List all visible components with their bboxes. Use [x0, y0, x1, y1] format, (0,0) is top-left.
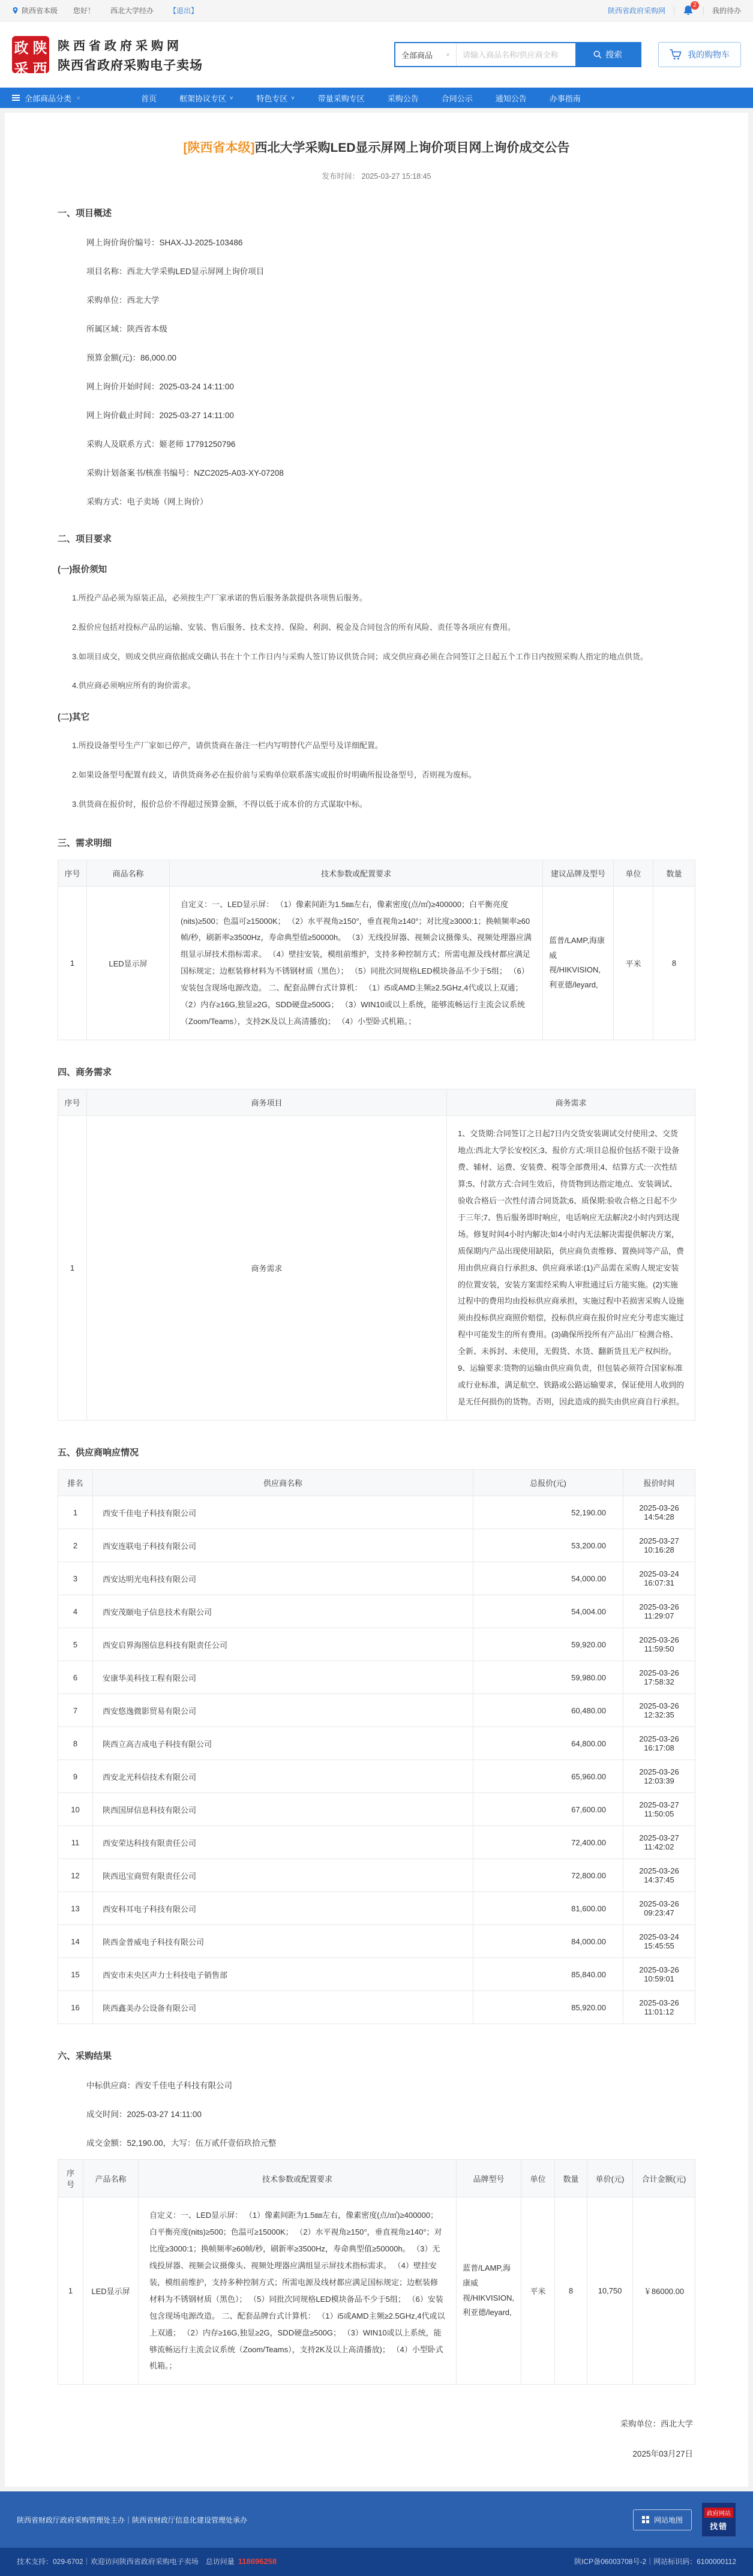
- supplier-time-cell: 2025-03-24 15:45:55: [623, 1925, 695, 1958]
- column-header: 合计金额(元): [633, 2160, 695, 2197]
- other-notes-list: [58, 740, 695, 810]
- overview-field-value: 2025-03-24 14:11:00: [159, 382, 234, 391]
- supplier-rank-cell: 13: [58, 1892, 93, 1925]
- supplier-name-cell: 陕西迅宝商贸有限责任公司: [93, 1859, 473, 1892]
- notification-count-badge: 2: [691, 1, 699, 10]
- cart-button-label: 我的购物车: [688, 50, 730, 59]
- announcement-title: 西北大学采购LED显示屏网上询价项目网上询价成交公告: [254, 141, 570, 155]
- column-header: 单位: [614, 860, 653, 886]
- overview-field-4: [58, 351, 695, 363]
- column-header: 技术参数或配置要求: [139, 2160, 457, 2197]
- overview-field-value: 西北大学采购LED显示屏网上询价项目: [127, 267, 265, 276]
- search-button[interactable]: [575, 43, 640, 66]
- supplier-name-cell: 安康华美科技工程有限公司: [93, 1661, 473, 1694]
- logo-char: 政: [14, 41, 29, 56]
- site-title-line2: 陕西省政府采购电子卖场: [58, 58, 203, 73]
- section-requirements-heading: 二、项目要求: [58, 534, 112, 544]
- supplier-name-cell: 西安科耳电子科技有限公司: [93, 1892, 473, 1925]
- page-background: [0, 108, 753, 2491]
- supplier-price-cell: 67,600.00: [473, 1793, 623, 1826]
- chevron-down-icon: ∨: [76, 95, 81, 101]
- result-field-value: 2025-03-27 14:11:00: [127, 2110, 202, 2119]
- search-box: [394, 42, 641, 67]
- overview-field-value: 陕西省本级: [127, 325, 167, 334]
- business-item-cell: 商务需求: [87, 1116, 447, 1421]
- nav-item-label: 合同公示: [441, 94, 473, 103]
- nav-item-label: 通知公告: [495, 94, 527, 103]
- supplier-price-cell: 53,200.00: [473, 1529, 623, 1562]
- nav-item-label: 特色专区: [256, 94, 288, 103]
- supplier-rank-cell: 9: [58, 1760, 93, 1793]
- main-navbar: [0, 88, 753, 108]
- result-brand-cell: 蓝普/LAMP,海康威视/HIKVISION,利亚德/leyard,: [457, 2197, 521, 2385]
- supplier-rank-cell: 16: [58, 1991, 93, 2024]
- logout-link[interactable]: 【退出】: [169, 7, 199, 15]
- supplier-name-cell: 陕西国屏信息科技有限公司: [93, 1793, 473, 1826]
- supplier-price-cell: 65,960.00: [473, 1760, 623, 1793]
- supplier-row: [58, 1958, 695, 1991]
- logo-char: 西: [32, 62, 47, 77]
- supplier-name-cell: 陕西立高吉成电子科技有限公司: [93, 1727, 473, 1760]
- supplier-name-cell: 陕西鑫美办公设备有限公司: [93, 1991, 473, 2024]
- supplier-rank-cell: 14: [58, 1925, 93, 1958]
- supplier-price-cell: 60,480.00: [473, 1694, 623, 1727]
- supplier-rank-cell: 4: [58, 1595, 93, 1628]
- chevron-down-icon: ∨: [229, 95, 234, 101]
- my-todo-link[interactable]: 我的待办: [712, 7, 741, 15]
- supplier-time-cell: 2025-03-26 11:01:12: [623, 1991, 695, 2024]
- supplier-rank-cell: 5: [58, 1628, 93, 1661]
- supplier-name-cell: 西安北光科信技术有限公司: [93, 1760, 473, 1793]
- supplier-time-cell: 2025-03-26 11:59:50: [623, 1628, 695, 1661]
- business-table-row: [58, 1116, 695, 1421]
- supplier-row: [58, 1760, 695, 1793]
- logo-char: 陕: [32, 41, 47, 56]
- suppliers-table: [58, 1469, 695, 2024]
- supplier-time-cell: 2025-03-26 12:03:39: [623, 1760, 695, 1793]
- site-header: [0, 22, 753, 88]
- column-header: 商务需求: [447, 1089, 695, 1116]
- column-header: 商品名称: [87, 860, 170, 886]
- result-field-label: 成交时间：: [86, 2110, 127, 2119]
- supplier-price-cell: 72,400.00: [473, 1826, 623, 1859]
- current-user: 西北大学经办: [110, 7, 154, 15]
- overview-field-9: [58, 495, 695, 507]
- supplier-row: [58, 1694, 695, 1727]
- result-table: [58, 2159, 695, 2385]
- supplier-price-cell: 52,190.00: [473, 1496, 623, 1529]
- overview-field-label: 预算金额(元)：: [86, 353, 140, 362]
- demand-name-cell: LED显示屏: [87, 886, 170, 1040]
- overview-field-label: 所属区域：: [86, 325, 127, 334]
- footer-icp-text: 陕ICP备06003708号-2｜网站标识码：6100000112: [574, 2557, 736, 2566]
- result-field-value: 西安千佳电子科技有限公司: [135, 2081, 232, 2091]
- search-icon: [593, 50, 602, 59]
- other-note-item-1: 2.如果设备型号配置有歧义，请供货商务必在报价前与采购单位联系落实或报价时明确所报设备型号，否则视为废标。: [72, 770, 476, 779]
- region-label[interactable]: 陕西省本级: [22, 7, 58, 15]
- nav-item-label: 办事指南: [549, 94, 581, 103]
- all-categories-menu[interactable]: [12, 92, 141, 104]
- supplier-time-cell: 2025-03-26 12:32:35: [623, 1694, 695, 1727]
- supplier-price-cell: 64,800.00: [473, 1727, 623, 1760]
- section-demand-heading: 三、需求明细: [58, 837, 112, 848]
- supplier-row: [58, 1661, 695, 1694]
- nav-item-0[interactable]: [141, 92, 157, 104]
- nav-item-2[interactable]: [256, 92, 295, 104]
- column-header: 产品名称: [83, 2160, 139, 2197]
- notification-bell-icon[interactable]: [683, 1, 697, 16]
- nav-item-1[interactable]: [179, 92, 233, 104]
- nav-item-4[interactable]: [388, 92, 419, 104]
- supplier-name-cell: 西安荣达科技有限责任公司: [93, 1826, 473, 1859]
- nav-items: [141, 92, 604, 104]
- column-header: 总报价(元): [473, 1470, 623, 1496]
- supplier-time-cell: 2025-03-26 11:29:07: [623, 1595, 695, 1628]
- result-params-cell: 自定义：一、LED显示屏： （1）像素间距为1.5㎜左右，像素密度(点/㎡)≥400000；白平衡亮度(nits)≥500；色温可≥15000K； （2）水平视角≥150°，垂直视角≥140°；对比度≥3000:1；换帧频率≥60帧/秒，刷新率≥3500Hz，寿命典型值≥50000h。 （3）无线投屏器、视频会议摄像头、视频处理器应满组显示屏技术指标需求。 （4）壁挂安装，模组前维护，支持多种控制方式；所需电源及线材都应满足国标规定；边框装修材料为不锈钢材质（黑色）； （5）同批次同规格LED模块备品不少于5组； （6）安装包含现场电源改造。 二、配套品牌台式计算机： （1）i5或AMD主频≥2.5GHz,4代或以上双通； （2）内存≥16G,独显≥2G，SDD硬盘≥500G； （3）WIN10或以上系统，能够流畅运行主流会议系统（Zoom/Teams），支持2K及以上高清播放)； （4）小型卧式机箱。；: [139, 2197, 457, 2385]
- overview-fields: [58, 236, 695, 507]
- gov-badge-bottom: 找错: [709, 2522, 728, 2532]
- section-result-heading: 六、采购结果: [58, 2051, 112, 2062]
- overview-field-value: 西北大学: [127, 296, 160, 305]
- column-header: 品牌型号: [457, 2160, 521, 2197]
- demand-brand-cell: 蓝普/LAMP,海康威视/HIKVISION,利亚德/leyard,: [543, 886, 614, 1040]
- supplier-time-cell: 2025-03-26 14:37:45: [623, 1859, 695, 1892]
- cart-button[interactable]: [658, 42, 741, 67]
- overview-field-label: 网上询价询价编号：: [86, 238, 160, 247]
- supplier-row: [58, 1628, 695, 1661]
- result-field-1: [58, 2107, 695, 2119]
- overview-field-label: 采购人及联系方式：: [86, 440, 160, 449]
- overview-field-value: 姬老师 17791250796: [159, 440, 236, 449]
- overview-field-label: 项目名称：: [86, 267, 127, 276]
- supplier-row: [58, 1991, 695, 2024]
- result-unit-price-cell: 10,750: [587, 2197, 633, 2385]
- column-header: 技术参数或配置要求: [170, 860, 543, 886]
- supplier-rank-cell: 6: [58, 1661, 93, 1694]
- column-header: 供应商名称: [93, 1470, 473, 1496]
- nav-item-5[interactable]: [442, 92, 473, 104]
- overview-field-label: 采购方式：: [86, 497, 127, 506]
- business-table: [58, 1089, 695, 1421]
- result-table-row: [58, 2197, 695, 2385]
- publish-time: 发布时间： 2025-03-27 15:18:45: [322, 172, 431, 181]
- footer-bottom-bar: [0, 2548, 753, 2576]
- supplier-price-cell: 84,000.00: [473, 1925, 623, 1958]
- visit-counter: 118696258: [238, 2557, 277, 2566]
- supplier-time-cell: 2025-03-27 11:50:05: [623, 1793, 695, 1826]
- supplier-time-cell: 2025-03-26 10:59:01: [623, 1958, 695, 1991]
- nav-item-label: 带量采购专区: [317, 94, 365, 103]
- demand-table-row: [58, 886, 695, 1040]
- result-qty-cell: 8: [555, 2197, 587, 2385]
- result-name-cell: LED显示屏: [83, 2197, 139, 2385]
- result-field-value: 52,190.00，大写：伍万贰仟壹佰玖拾元整: [127, 2139, 277, 2148]
- result-total-cell: ￥86000.00: [633, 2197, 695, 2385]
- quote-note-item-2: 3.如项目成交，则成交供应商依据成交确认书在十个工作日内与采购人签订协议供货合同；成交供应商必须在合同签订之日起五个工作日内按照采购人指定的地点供货。: [72, 651, 648, 661]
- section-overview-heading: 一、项目概述: [58, 208, 112, 218]
- overview-field-value: 电子卖场（网上询价）: [127, 497, 208, 506]
- supplier-row: [58, 1859, 695, 1892]
- supplier-time-cell: 2025-03-24 16:07:31: [623, 1562, 695, 1595]
- overview-field-value: 86,000.00: [140, 353, 177, 362]
- all-categories-label: 全部商品分类: [25, 94, 72, 103]
- column-header: 建议品牌及型号: [543, 860, 614, 886]
- supplier-time-cell: 2025-03-26 14:54:28: [623, 1496, 695, 1529]
- supplier-price-cell: 85,840.00: [473, 1958, 623, 1991]
- overview-field-label: 网上询价截止时间：: [86, 411, 160, 420]
- supplier-rank-cell: 1: [58, 1496, 93, 1529]
- announcement-card: [5, 113, 748, 2487]
- section-suppliers-heading: 五、供应商响应情况: [58, 1448, 139, 1458]
- supplier-rank-cell: 3: [58, 1562, 93, 1595]
- supplier-row: [58, 1793, 695, 1826]
- result-fields: [58, 2079, 695, 2148]
- result-field-2: [58, 2136, 695, 2148]
- overview-field-value: NZC2025-A03-XY-07208: [194, 469, 284, 478]
- signoff-date: 2025年03月27日: [632, 2449, 693, 2459]
- greeting-text: 您好！: [73, 7, 95, 15]
- sitemap-label: 网站地图: [653, 2515, 683, 2524]
- supplier-name-cell: 陕西金普威电子科技有限公司: [93, 1925, 473, 1958]
- logo-char: 采: [14, 62, 29, 77]
- supplier-time-cell: 2025-03-27 10:16:28: [623, 1529, 695, 1562]
- nav-item-label: 采购公告: [387, 94, 419, 103]
- supplier-name-cell: 西安市未央区声力士科技电子销售部: [93, 1958, 473, 1991]
- overview-field-value: 2025-03-27 14:11:00: [159, 411, 234, 420]
- signoff-block: [58, 2417, 695, 2459]
- portal-link[interactable]: 陕西省政府采购网: [607, 7, 665, 15]
- column-header: 单位: [521, 2160, 555, 2197]
- cart-icon: [670, 49, 682, 60]
- gov-site-error-badge[interactable]: [701, 2502, 736, 2537]
- search-category-dropdown[interactable]: [395, 43, 457, 66]
- overview-field-0: [58, 236, 695, 248]
- overview-field-value: SHAX-JJ-2025-103486: [159, 238, 243, 247]
- demand-qty-cell: 8: [653, 886, 695, 1040]
- search-button-label: 搜索: [605, 50, 622, 59]
- footer: [0, 2491, 753, 2548]
- top-utility-bar: [0, 0, 753, 22]
- demand-table-header-row: [58, 860, 695, 886]
- quote-note-item-0: 1.所投产品必须为原装正品，必须按生产厂家承诺的售后服务条款提供各项售后服务。: [72, 593, 367, 602]
- quote-note-item-3: 4.供应商必须响应所有的询价需求。: [72, 681, 196, 690]
- nav-item-label: 首页: [141, 94, 157, 103]
- overview-field-label: 采购计划备案书/核准书编号：: [86, 469, 194, 478]
- nav-item-3[interactable]: [318, 92, 365, 104]
- supplier-rank-cell: 12: [58, 1859, 93, 1892]
- column-header: 单价(元): [587, 2160, 633, 2197]
- column-header: 序号: [58, 860, 87, 886]
- supplier-row: [58, 1892, 695, 1925]
- column-header: 排名: [58, 1470, 93, 1496]
- supplier-price-cell: 81,600.00: [473, 1892, 623, 1925]
- overview-field-1: [58, 265, 695, 277]
- divider: [703, 7, 704, 15]
- footer-support-text: 技术支持：029-6702｜欢迎访问陕西省政府采购电子卖场 总访问量: [17, 2557, 235, 2566]
- supplier-price-cell: 54,000.00: [473, 1562, 623, 1595]
- result-field-0: [58, 2079, 695, 2091]
- supplier-rank-cell: 8: [58, 1727, 93, 1760]
- section-business-heading: 四、商务需求: [58, 1067, 112, 1078]
- supplier-row: [58, 1925, 695, 1958]
- site-logo[interactable]: [12, 36, 49, 77]
- overview-field-6: [58, 409, 695, 421]
- menu-icon: [12, 94, 20, 102]
- supplier-name-cell: 西安达明光电科技有限公司: [93, 1562, 473, 1595]
- other-note-item-2: 3.供货商在报价时，报价总价不得超过预算金额，不得以低于成本价的方式谋取中标。: [72, 799, 367, 809]
- supplier-time-cell: 2025-03-27 11:42:02: [623, 1826, 695, 1859]
- supplier-row: [58, 1562, 695, 1595]
- supplier-price-cell: 59,980.00: [473, 1661, 623, 1694]
- quote-notes-heading: (一)报价须知: [58, 565, 107, 575]
- supplier-row: [58, 1727, 695, 1760]
- supplier-time-cell: 2025-03-26 16:17:08: [623, 1727, 695, 1760]
- sitemap-button[interactable]: [633, 2509, 692, 2530]
- location-pin-icon: [12, 7, 19, 14]
- result-no-cell: 1: [58, 2197, 83, 2385]
- quote-note-item-1: 2.报价应包括对投标产品的运输、安装、售后服务、技术支持、保险、利润、税金及合同包含的所有风险、责任等各项应有费用。: [72, 622, 515, 632]
- demand-params-cell: 自定义：一、LED显示屏： （1）像素间距为1.5㎜左右，像素密度(点/㎡)≥400000；白平衡亮度(nits)≥500；色温可≥15000K； （2）水平视角≥150°，垂直视角≥140°；对比度≥3000:1；换帧频率≥60帧/秒，刷新率≥3500Hz，寿命典型值≥50000h。 （3）无线投屏器、视频会议摄像头、视频处理器应满组显示屏技术指标需求。 （4）壁挂安装，模组前维护，支持多种控制方式；所需电源及线材都应满足国标规定；边框装修材料为不锈钢材质（黑色）； （5）同批次同规格LED模块备品不少于5组； （6）安装包含现场电源改造。 二、配套品牌台式计算机： （1）i5或AMD主频≥2.5GHz,4代或以上双通； （2）内存≥16G,独显≥2G，SDD硬盘≥500G； （3）WIN10或以上系统，能够流畅运行主流会议系统（Zoom/Teams），支持2K及以上高清播放)； （4）小型卧式机箱。；: [170, 886, 543, 1040]
- column-header: 报价时间: [623, 1470, 695, 1496]
- footer-operator-text: 陕西省财政厅政府采购管理处主办｜陕西省财政厅信息化建设管理处承办: [17, 2515, 248, 2524]
- nav-item-7[interactable]: [550, 92, 581, 104]
- supplier-rank-cell: 15: [58, 1958, 93, 1991]
- business-table-header-row: [58, 1089, 695, 1116]
- supplier-price-cell: 54,004.00: [473, 1595, 623, 1628]
- supplier-rank-cell: 2: [58, 1529, 93, 1562]
- region-tag: [陕西省本级]: [183, 141, 255, 155]
- supplier-time-cell: 2025-03-26 17:58:32: [623, 1661, 695, 1694]
- column-header: 数量: [653, 860, 695, 886]
- supplier-row: [58, 1496, 695, 1529]
- overview-field-3: [58, 322, 695, 334]
- supplier-name-cell: 西安茂颐电子信息技术有限公司: [93, 1595, 473, 1628]
- supplier-name-cell: 西安悠逸微影贸易有限公司: [93, 1694, 473, 1727]
- chevron-down-icon: ∨: [445, 52, 450, 58]
- demand-unit-cell: 平米: [614, 886, 653, 1040]
- demand-table: [58, 860, 695, 1041]
- supplier-name-cell: 西安连联电子科技有限公司: [93, 1529, 473, 1562]
- suppliers-table-body: [58, 1496, 695, 2024]
- supplier-price-cell: 59,920.00: [473, 1628, 623, 1661]
- result-field-label: 中标供应商：: [86, 2081, 135, 2091]
- business-req-cell: 1、交货期:合同签订之日起7日内交货安装调试交付使用;2、交货地点:西北大学长安校区;3、报价方式:项目总报价包括不限于设备费、辅材、运费、安装费、税等全部费用;4、结算方式:一次性结算;5、付款方式:合同生效后，待货物到达指定地点、安装调试、验收合格后一次性付清合同货款;6、质保期:验收合格之日起不少于三年;7、售后服务即时响应，电话响应无法解决2小时内到达现场。修复时间4小时内解决;如4小时内无法解决需提供解决方案，质保期内产品出现使用缺陷，供应商负责维修、置换同等产品，费用由供应商自行承担;8、供应商承诺:(1)产品需在采购人规定安装的位置安装，安装方案需经采购人审批通过后方能实施。(2)实施过程中的费用均由投标供应商承担，实施过程中若损害采购人设施须由投标供应商照价赔偿，投标供应商在报价时应充分考虑实施过程中可能发生的所有费用。(3)确保所投所有产品出厂检测合格、全新、未拆封、未使用，无假货、水货、翻新货且无产权纠纷。9、运输要求:货物的运输由供应商负责，但包装必须符合国家标准或行业标准，满足航空、铁路或公路运输要求，保证使用人收到的是无任何损伤的货物。否则，因此造成的损失由供应商自行承担。: [447, 1116, 695, 1421]
- column-header: 序号: [58, 2160, 83, 2197]
- supplier-rank-cell: 11: [58, 1826, 93, 1859]
- supplier-row: [58, 1826, 695, 1859]
- result-table-header-row: [58, 2160, 695, 2197]
- overview-field-5: [58, 380, 695, 392]
- column-header: 序号: [58, 1089, 87, 1116]
- grid-icon: [642, 2516, 649, 2523]
- supplier-price-cell: 72,800.00: [473, 1859, 623, 1892]
- nav-item-label: 框架协议专区: [179, 94, 227, 103]
- supplier-rank-cell: 10: [58, 1793, 93, 1826]
- site-title-line1: 陕西省政府采购网: [58, 39, 182, 53]
- page-title: [58, 138, 695, 156]
- supplier-rank-cell: 7: [58, 1694, 93, 1727]
- supplier-time-cell: 2025-03-26 09:23:47: [623, 1892, 695, 1925]
- supplier-row: [58, 1529, 695, 1562]
- gov-badge-top: 政府网站: [704, 2508, 733, 2518]
- demand-no-cell: 1: [58, 886, 87, 1040]
- nav-item-6[interactable]: [496, 92, 527, 104]
- overview-field-label: 采购单位：: [86, 296, 127, 305]
- supplier-name-cell: 西安千佳电子科技有限公司: [93, 1496, 473, 1529]
- result-field-label: 成交金额：: [86, 2139, 127, 2148]
- overview-field-2: [58, 293, 695, 305]
- business-no-cell: 1: [58, 1116, 87, 1421]
- supplier-price-cell: 85,920.00: [473, 1991, 623, 2024]
- other-note-item-0: 1.所投设备型号生产厂家如已停产，请供货商在备注一栏内写明替代产品型号及详细配置。: [72, 741, 383, 750]
- supplier-row: [58, 1595, 695, 1628]
- overview-field-8: [58, 466, 695, 478]
- column-header: 数量: [555, 2160, 587, 2197]
- signoff-unit: 采购单位：西北大学: [620, 2419, 693, 2429]
- overview-field-7: [58, 437, 695, 449]
- supplier-name-cell: 西安启界海图信息科技有限责任公司: [93, 1628, 473, 1661]
- column-header: 商务项目: [87, 1089, 447, 1116]
- search-category-value: 全部商品: [401, 50, 433, 60]
- other-notes-heading: (二)其它: [58, 713, 90, 723]
- chevron-down-icon: ∨: [290, 95, 295, 101]
- suppliers-table-header-row: [58, 1470, 695, 1496]
- quote-notes-list: [58, 592, 695, 692]
- result-unit-cell: 平米: [521, 2197, 555, 2385]
- overview-field-label: 网上询价开始时间：: [86, 382, 160, 391]
- search-input[interactable]: [457, 43, 575, 66]
